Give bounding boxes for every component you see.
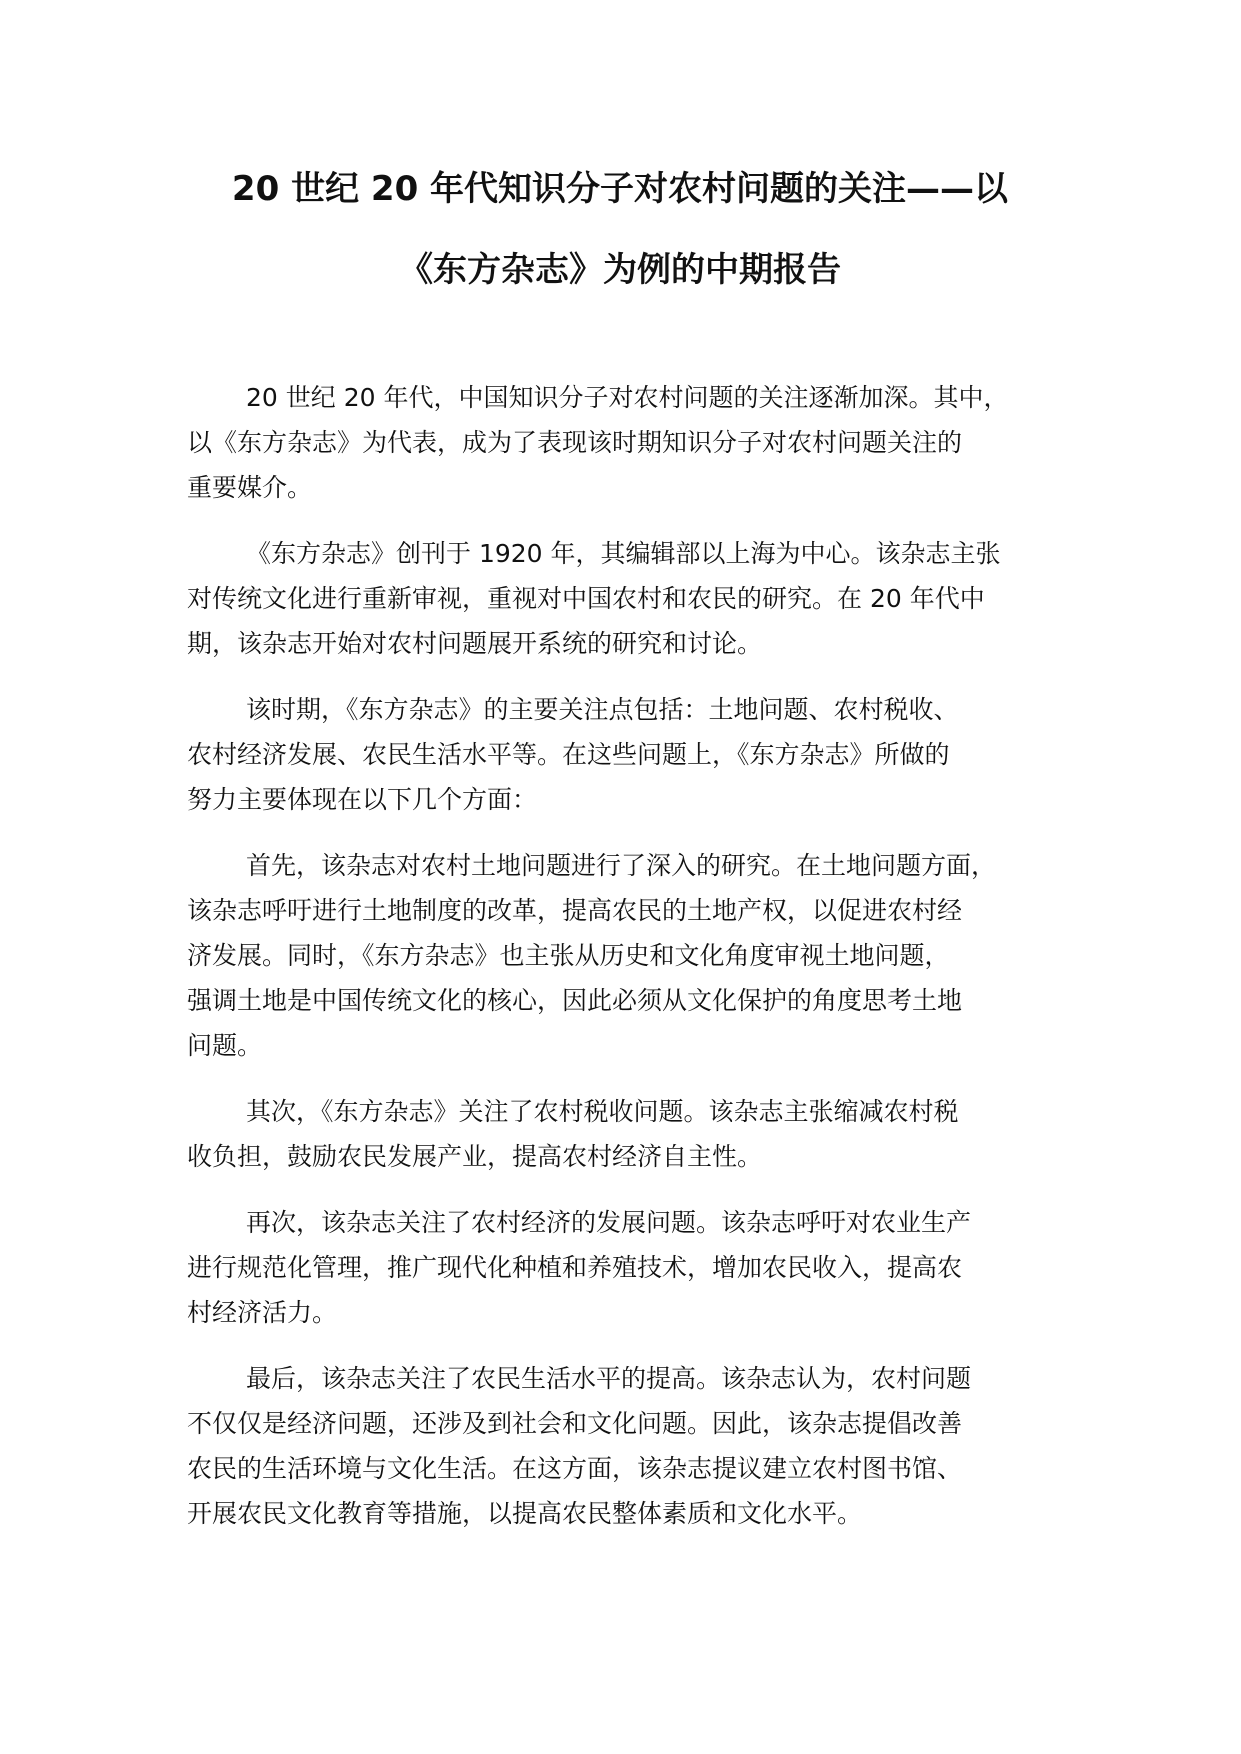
paragraph-line: 再次，该杂志关注了农村经济的发展问题。该杂志呼吁对农业生产 (246, 1208, 972, 1237)
paragraph-line: 重要媒介。 (187, 473, 313, 502)
paragraph-line: 首先，该杂志对农村土地问题进行了深入的研究。在土地问题方面， (246, 851, 997, 880)
document-title (180, 168, 1060, 291)
paragraph (187, 843, 1077, 1068)
paragraph-line: 期，该杂志开始对农村问题展开系统的研究和讨论。 (187, 629, 763, 658)
paragraph-line: 收负担，鼓励农民发展产业，提高农村经济自主性。 (187, 1142, 763, 1171)
paragraph-line: 问题。 (187, 1031, 263, 1060)
paragraph (187, 1200, 1077, 1335)
title-line: 20 世纪 20 年代知识分子对农村问题的关注——以 (231, 169, 1009, 209)
paragraph-line: 《东方杂志》创刊于 1920 年，其编辑部以上海为中心。该杂志主张 (246, 539, 1001, 568)
paragraph-line: 农民的生活环境与文化生活。在这方面，该杂志提议建立农村图书馆、 (187, 1454, 963, 1483)
paragraph-line: 村经济活力。 (187, 1298, 338, 1327)
paragraph-line: 开展农民文化教育等措施，以提高农民整体素质和文化水平。 (187, 1499, 863, 1528)
document-body (187, 375, 1077, 1557)
paragraph (187, 375, 1077, 510)
paragraph-line: 农村经济发展、农民生活水平等。在这些问题上，《东方杂志》所做的 (187, 740, 950, 769)
paragraph-line: 以《东方杂志》为代表，成为了表现该时期知识分子对农村问题关注的 (187, 428, 963, 457)
paragraph-line: 济发展。同时，《东方杂志》也主张从历史和文化角度审视土地问题， (187, 941, 950, 970)
paragraph (187, 1089, 1077, 1179)
paragraph-line: 该时期，《东方杂志》的主要关注点包括：土地问题、农村税收、 (246, 695, 959, 724)
paragraph-line: 20 世纪 20 年代，中国知识分子对农村问题的关注逐渐加深。其中， (246, 383, 1009, 412)
paragraph (187, 1356, 1077, 1536)
paragraph-line: 最后，该杂志关注了农民生活水平的提高。该杂志认为，农村问题 (246, 1364, 972, 1393)
paragraph (187, 687, 1077, 822)
paragraph (187, 531, 1077, 666)
paragraph-line: 强调土地是中国传统文化的核心，因此必须从文化保护的角度思考土地 (187, 986, 963, 1015)
paragraph-line: 对传统文化进行重新审视，重视对中国农村和农民的研究。在 20 年代中 (187, 584, 985, 613)
paragraph-line: 不仅仅是经济问题，还涉及到社会和文化问题。因此，该杂志提倡改善 (187, 1409, 963, 1438)
title-line: 《东方杂志》为例的中期报告 (399, 250, 841, 290)
paragraph-line: 努力主要体现在以下几个方面： (187, 785, 538, 814)
paragraph-line: 其次，《东方杂志》关注了农村税收问题。该杂志主张缩减农村税 (246, 1097, 959, 1126)
paragraph-line: 该杂志呼吁进行土地制度的改革，提高农民的土地产权，以促进农村经 (187, 896, 963, 925)
paragraph-line: 进行规范化管理，推广现代化种植和养殖技术，增加农民收入，提高农 (187, 1253, 963, 1282)
